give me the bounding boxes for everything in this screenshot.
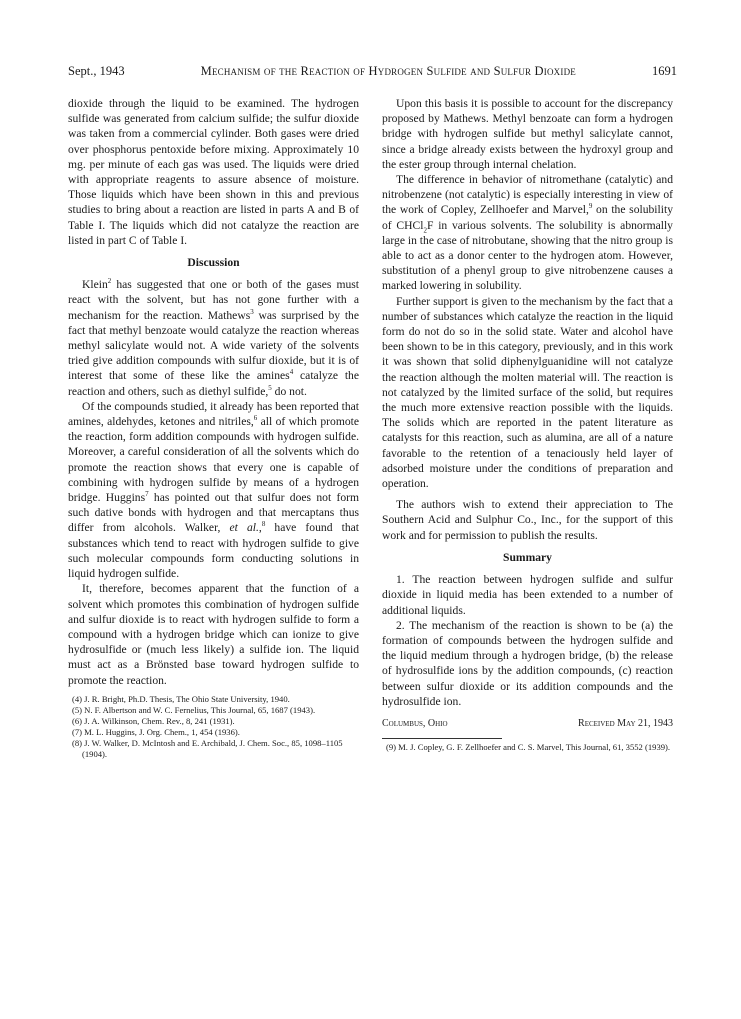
footnote-ref: 7 <box>145 490 149 499</box>
footnote-ref: 3 <box>250 307 254 316</box>
paragraph: Upon this basis it is possible to account for the discrepancy proposed by Mathews. Methyl benzoate can form a hydrogen bridge with hydrogen sulfide but methyl salicylate cannot, since a bridge already exists between the hydroxyl group and the ester group through internal chelation. <box>382 97 673 171</box>
section-heading-discussion: Discussion <box>187 256 240 270</box>
paragraph: Of the compounds studied, it already has been reported that amines, aldehydes, ketones and nitriles,$^6$ all of which promote the reaction, form addition compounds with hydrogen sulfide. Moreover, a careful consideration of all the solvents which do promote the reaction shows that every one is capable of combining with hydrogen sulfide by means of a hydrogen bridge. Huggins$^7$ has pointed out that sulfur does not form such dative bonds with hydrogen and that mercaptans thus differ from alcohols. Walker, et al.,$^8$ have found that substances which tend to react with hydrogen sulfide to give such molecular compounds form conducting solutions in liquid hydrogen sulfide. <box>68 399 359 581</box>
header-title: Mechanism of the Reaction of Hydrogen Sulfide and Sulfur Dioxide <box>200 64 576 78</box>
footnote: (5) N. F. Albertson and W. C. Fernelius, This Journal, 65, 1687 (1943). <box>72 704 316 715</box>
footnote: (9) M. J. Copley, G. F. Zellhoefer and C. S. Marvel, This Journal, 61, 3552 (1939). <box>386 742 671 753</box>
footnote: (6) J. A. Wilkinson, Chem. Rev., 8, 241 (1931). <box>72 715 235 726</box>
section-heading-summary: Summary <box>503 550 552 564</box>
footnote-ref: 4 <box>289 368 294 377</box>
paragraph: It, therefore, becomes apparent that the function of a solvent which promotes this combination of hydrogen sulfide and sulfur dioxide is to react with hydrogen sulfide to form a compound with a hydrogen bridge which can ionize to give hydrosulfide or (much less likely) a sulfide ion. The liquid must act as a Brönsted base toward hydrogen sulfide to promote the reaction. <box>68 582 359 687</box>
footnote-ref: 8 <box>261 520 266 529</box>
footnote: (4) J. R. Bright, Ph.D. Thesis, The Ohio State University, 1940. <box>72 693 290 704</box>
signature-line <box>382 716 673 731</box>
paragraph: dioxide through the liquid to be examined. The hydrogen sulfide was generated from calcium sulfide; the sulfur dioxide was taken from a commercial cylinder. Both gases were dried over phosphorus pentoxide before mixing. Approximately 10 mg. per minute of each gas was used. The liquids were dried with appropriate reagents to assure absence of moisture. Those liquids which have been shown in this and previous studies to bring about a reaction are listed in parts A and B of Table I. The liquids which did not catalyze the reaction are listed in part C of Table I. <box>68 97 359 247</box>
footnote-ref: 9 <box>588 202 593 211</box>
signature-received: Received May 21, 1943 <box>578 717 673 729</box>
summary-item: 1. The reaction between hydrogen sulfide and sulfur dioxide in liquid media has been extended to a number of additional liquids. <box>382 573 673 617</box>
footnote: (7) M. L. Huggins, J. Org. Chem., 1, 454 (1936). <box>72 726 240 737</box>
footnotes <box>382 742 673 753</box>
footnote-ref: 6 <box>253 414 258 423</box>
left-column <box>68 96 359 760</box>
footnote: (8) J. W. Walker, D. McIntosh and E. Archibald, J. Chem. Soc., 85, 1098–1105 (1904). <box>72 737 343 759</box>
footnote-ref: 5 <box>268 383 272 392</box>
footnote-rule <box>382 738 502 739</box>
right-column <box>382 96 673 753</box>
summary-item: 2. The mechanism of the reaction is shown to be (a) the formation of compounds between the hydrogen sulfide and the liquid medium through a hydrogen bridge, (b) the release of hydrosulfide ions by the addition compounds, (c) reaction between sulfur dioxide or its addition compounds and the hydrosulfide ion. <box>382 618 673 708</box>
acknowledgment: The authors wish to extend their appreciation to The Southern Acid and Sulphur Co., Inc., for the support of this work and for permission to publish the results. <box>382 498 673 542</box>
header-page-number: 1691 <box>652 64 677 78</box>
header-date: Sept., 1943 <box>68 64 125 78</box>
running-header <box>68 64 677 82</box>
signature-place: Columbus, Ohio <box>382 717 448 729</box>
footnotes <box>68 694 359 760</box>
footnote-ref: 2 <box>107 277 112 286</box>
paragraph: The difference in behavior of nitromethane (catalytic) and nitrobenzene (not catalytic) is especially interesting in view of the work of Copley, Zellhoefer and Marvel,$^9$ on the solubility of CHCl$_2$F in various solvents. The solubility is abnormally large in the case of nitrobutane, showing that the nitro group is able to act as a donor center to the hydrogen atom. However, substitution of a phenyl group to give nitrobenzene causes a marked lowering in solubility. <box>382 173 673 293</box>
paragraph: Further support is given to the mechanism by the fact that a number of substances which catalyze the reaction in the liquid form do not do so in the solid state. Water and alcohol have been shown to be in this category, previously, and in this work it was shown that solid diphenylguanidine will not catalyze the reaction although the molten material will. The reaction is not catalyzed by the limited surface of the solid, but requires the much more extensive reaction possible with the liquids. The solids which are reported in the patent literature as catalysts for this reaction, such as alumina, are all of a nature favorable to the retention of a tenaciously held layer of adsorbed moisture under the conditions of preparation and operation. <box>382 294 673 491</box>
paragraph: Klein$^2$ has suggested that one or both of the gases must react with the solvent, but has not gone further with a mechanism for the reaction. Mathews$^3$ was surprised by the fact that methyl benzoate would catalyze the reaction whereas methyl salicylate would not. A wide variety of the solvents tried give addition compounds with sulfur dioxide, but it is of interest that some of these like the amines$^4$ catalyze the reaction and others, such as diethyl sulfide,$^5$ do not. <box>68 277 360 398</box>
